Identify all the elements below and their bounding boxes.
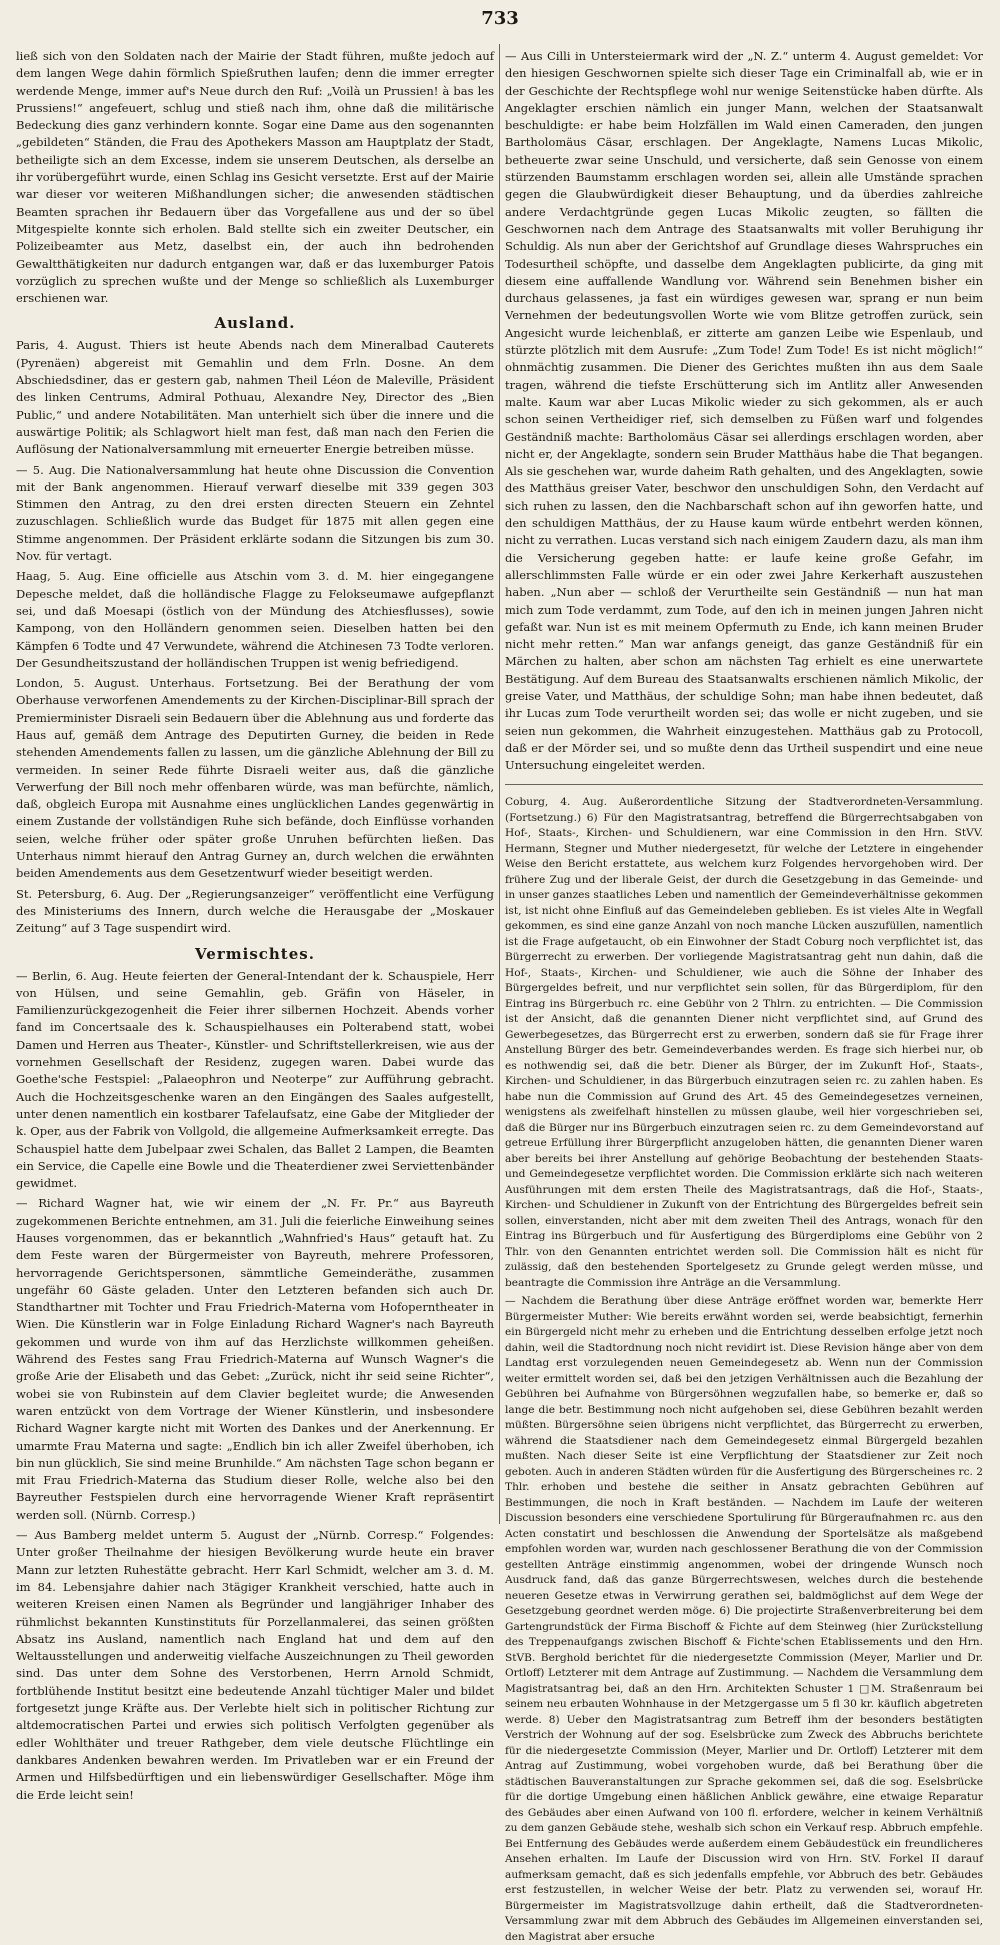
ausland-paris-2: — 5. Aug. Die Nationalversammlung hat heute ohne Discussion die Convention mit der Bank angenommen. Hierauf verwarf dieselbe mit 339 gegen 303 Stimmen den Antrag, zu den drei ersten directen Steuern ein Zehntel zuzuschlagen. Schließlich wurde das Budget für 1875 mit allen gegen eine Stimme angenommen. Der Präsident erklärte sodann die Sitzungen bis zum 30. Nov. für vertagt. bbox=[16, 462, 494, 564]
vermischtes-bamberg: — Aus Bamberg meldet unterm 5. August der „Nürnb. Corresp.“ Folgendes: Unter großer Theilnahme der hiesigen Bevölkerung wurde heute ein braver Mann zur letzten Ruhestätte gebracht. Herr Karl Schmidt, welcher am 3. d. M. im 84. Lebensjahre dahier nach 3tägiger Krankheit verschied, hatte auch in weiteren Kreisen einen Namen als Begründer und langjähriger Inhaber des rühmlichst bekannten Kunstinstituts für Porzellanmalerei, das seinen größten Absatz ins Ausland, namentlich nach England hat und dem auf den Weltausstellungen und anderweitig vielfache Auszeichnungen zu Theil geworden sind. Das unter dem Sohne des Verstorbenen, Herrn Arnold Schmidt, fortblühende Institut besitzt eine bedeutende Anzahl tüchtiger Maler und bildet fortgesetzt junge Kräfte aus. Der Verlebte hielt sich in politischer Richtung zur altdemocratischen Partei und erwies sich politisch Verfolgten gegenüber als edler Wohlthäter und treuer Rathgeber, dem viele deutsche Flüchtlinge ein dankbares Andenken bewahren werden. Im Privatleben war er ein Freund der Armen und Hilfsbedürftigen und ein liebenswürdiger Gesellschafter. Möge ihm die Erde leicht sein! bbox=[16, 1528, 494, 1802]
coburg-paragraph-1: Coburg, 4. Aug. Außerordentliche Sitzung der Stadtverordneten-Versammlung. (Fortsetzung.) 6) Für den Magistratsantrag, betreffend die Bürgerrechtsabgaben von Hof-, Staats-, Kirchen- und Schuldienern, war eine Commission in den Hrn. StVV. Hermann, Stegner und Muther niedergesetzt, für welche der Letztere in eingehender Weise den Bericht erstattete, aus welchem kurz Folgendes hervorgehoben wird. Der frühere Zug und der liberale Geist, der durch die Gesetzgebung in das Gemeinde- und in unser ganzes staatliches Leben und namentlich der Gemeindeverhältnisse gekommen ist, ist nicht ohne Einfluß auf das Gemeindeleben geblieben. Es ist vieles Alte in Wegfall gekommen, es sind eine ganze Anzahl von noch manche Lücken auszufüllen, namentlich ist die Frage aufgetaucht, ob ein Einwohner der Stadt Coburg noch verpflichtet ist, das Bürgerrecht zu erwerben. Der vorliegende Magistratsantrag geht nun dahin, daß die Hof-, Staats-, Kirchen- und Schuldiener, wie auch die Söhne der Inhaber des Bürgergeldes befreit, und nur verpflichtet sein sollen, für das Bürgerdiplom, für den Eintrag ins Bürgerbuch rc. eine Gebühr von 2 Thlrn. zu entrichten. — Die Commission ist der Ansicht, daß die genannten Diener nicht verpflichtet sind, auf Grund des Gewerbegesetzes, das Bürgerrecht erst zu erwerben, sondern daß sie für Frage ihrer Anstellung Bürger des betr. Gemeindeverbandes werden. Es frage sich hierbei nur, ob es nothwendig sei, daß die betr. Diener als Bürger, der im Zukunft Hof-, Staats-, Kirchen- und Schuldiener, in das Bürgerbuch einzutragen seien rc. zu zahlen haben. Es habe nun die Commission auf Grund des Art. 45 des Gemeindegesetzes verneinen, wenigstens als zweifelhaft hinstellen zu müssen glaube, weil hier vorgeschrieben sei, daß die Bürger nur ins Bürgerbuch einzutragen seien rc. zu dem Gemeindevorstand auf getreue Erfüllung ihrer Bürgerpflicht anzugeloben hätten, die genannten Diener waren aber bereits bei ihrer Anstellung auf gehörige Beobachtung der bestehenden Staats- und Gemeindegesetze verpflichtet worden. Die Commission erklärte sich nach weiteren Ausführungen mit dem ersten Theile des Magistratsantrags, daß die Hof-, Staats-, Kirchen- und Schuldiener in Zukunft von der Entrichtung des Bürgergeldes befreit sein sollen, einverstanden, nicht aber mit dem zweiten Theil des Antrags, wonach für den Eintrag ins Bürgerbuch und für Ausfertigung des Bürgerdiploms eine Gebühr von 2 Thlr. von den Genannten entrichtet werden soll. Die Commission hält es nicht für zulässig, daß den bestehenden Sportelgesetz zu Grunde gelegt werden müsse, und beantragte die Commission ihre Anträge an die Versammlung. bbox=[505, 796, 983, 1289]
left-column bbox=[16, 48, 494, 1802]
section-divider bbox=[505, 784, 983, 785]
intro-paragraph: ließ sich von den Soldaten nach der Mairie der Stadt führen, mußte jedoch auf dem langen Wege dahin förmlich Spießruthen laufen; denn die immer erregter werdende Menge, immer auf's Neue durch den Ruf: „Voilà un Prussien! à bas les Prussiens!“ angefeuert, schlug und stieß nach ihm, ohne daß die militärische Bedeckung dies ganz verhindern konnte. Sogar eine Dame aus den sogenannten „gebildeten“ Ständen, die Frau des Apothekers Masson am Hauptplatz der Stadt, betheiligte sich an dem Excesse, indem sie unserem Deutschen, als derselbe an ihr vorübergeführt wurde, einen Schlag ins Gesicht versetzte. Erst auf der Mairie war dieser vor weiteren Mißhandlungen sicher; die anwesenden städtischen Beamten sprachen ihr Bedauern über das Vorgefallene aus und der so übel Mitgespielte konnte sich erholen. Bald stellte sich ein zweiter Deutscher, ein Polizeibeamter aus Metz, daselbst ein, der auch ihn bedrohenden Gewaltthätigkeiten nur dadurch entgangen war, daß er das luxemburger Patois vorzüglich zu sprechen wußte und der Menge so schließlich als Luxemburger erschienen war. bbox=[16, 49, 494, 306]
vermischtes-berlin: — Berlin, 6. Aug. Heute feierten der General-Intendant der k. Schauspiele, Herr von Hülsen, und seine Gemahlin, geb. Gräfin von Häseler, in Familienzurückgezogenheit die Feier ihrer silbernen Hochzeit. Abends vorher fand im Concertsaale des k. Schauspielhauses ein Polterabend statt, wobei Damen und Herren aus Theater-, Künstler- und Schriftstellerkreisen, wie aus der vornehmen Gesellschaft der Residenz, zugegen waren. Dabei wurde das Goethe'sche Festspiel: „Palaeophron und Neoterpe“ zur Aufführung gebracht. Auch die Hochzeitsgeschenke waren an den Eingängen des Saales aufgestellt, unter denen namentlich ein kostbarer Tafelaufsatz, eine Gabe der Mitglieder der k. Oper, aus der Fabrik von Vollgold, die allgemeine Aufmerksamkeit erregte. Das Schauspiel hatte dem Jubelpaar zwei Schalen, das Ballet 2 Lampen, die Beamten ein Service, die Capelle eine Bowle und die Theaterdiener zwei Serviettenbänder gewidmet. bbox=[16, 968, 494, 1191]
coburg-paragraph-2: — Nachdem die Berathung über diese Anträge eröffnet worden war, bemerkte Herr Bürgermeister Muther: Wie bereits erwähnt worden sei, werde beabsichtigt, fernerhin ein Bürgergeld nicht mehr zu erheben und die Entrichtung desselben erfolge jetzt noch dahin, weil die Stadtordnung noch nicht revidirt ist. Diese Revision hänge aber von dem Landtag erst vorzulegenden neuen Gemeindegesetz ab. Wenn nun der Commission weiter ermittelt worden sei, daß bei den jetzigen Verhältnissen auch die Bezahlung der Gebühren bei Aufnahme von Bürgersöhnen wegzufallen habe, so bemerke er, daß so lange die betr. Bestimmung noch nicht aufgehoben sei, diese Gebühren bezahlt werden müßten. Bürgersöhne seien übrigens nicht verpflichtet, das Bürgerrecht zu erwerben, während die Staatsdiener nach dem Gemeindegesetz einmal Bürgergeld bezahlen mußten. Nach dieser Seite ist eine Verpflichtung der Staatsdiener zur Zeit noch geboten. Auch in anderen Städten würden für die Ausfertigung des Bürgerscheines rc. 2 Thlr. erhoben und bestehe die seither in Ansatz gebrachten Gebühren auf Bestimmungen, die noch in Kraft beständen. — Nachdem im Laufe der weiteren Discussion besonders eine verschiedene Sportulirung für Bürgeraufnahmen rc. aus den Acten constatirt und beschlossen die Anwendung der Sportelsätze als maßgebend empfohlen worden war, wurden nach geschlossener Berathung die von der Commission gestellten Anträge einstimmig angenommen, wobei der dringende Wunsch noch Ausdruck fand, daß das ganze Bürgerrechtswesen, welches durch die bestehende neueren Gesetze etwas in Verwirrung gerathen sei, baldmöglichst auf dem Wege der Gesetzgebung geordnet werden möge. 6) Die projectirte Straßenverbreiterung bei dem Gartengrundstück der Firma Bischoff & Fichte auf dem Steinweg (hier Zurückstellung des Treppenaufgangs zwischen Bischoff & Fichte'schen Etablissements und den Hrn. StVB. Berghold berichtet für die niedergesetzte Commission (Meyer, Marlier und Dr. Ortloff) Letzterer mit dem Antrage auf Zustimmung. — Nachdem die Versammlung dem Magistratsantrag bei, daß an den Hrn. Architekten Schuster 1 □M. Straßenraum bei seinem neu erbauten Wohnhause in der Metzgergasse um 5 fl 30 kr. käuflich abgetreten werde. 8) Ueber den Magistratsantrag zum Betreff ihm der besonders bestätigten Verstrich der Wohnung auf der sog. Eselsbrücke zum Zweck des Abbruchs berichtete für die niedergesetzte Commission (Meyer, Marlier und Dr. Ortloff) Letzterer mit dem Antrag auf Zustimmung, wobei vorgehoben wurde, daß bei Berathung über die städtischen Bauveranstaltungen zur Sprache gekommen sei, daß die sog. Eselsbrücke für die dortige Umgebung einen häßlichen Anblick gewähre, eine etwaige Reparatur des Gebäudes aber einen Aufwand von 100 fl. erfordere, welcher in keinem Verhältniß zu dem ganzen Gebäude stehe, weshalb sich schon ein Verkauf resp. Abbruch empfehle. Bei Entfernung des Gebäudes werde außerdem einem Gebäudestück ein freundlicheres Ansehen erhalten. Im Laufe der Discussion wird von Hrn. StV. Forkel II darauf aufmerksam gemacht, daß es sich jedenfalls empfehle, vor Abbruch des betr. Gebäudes erst festzustellen, in welcher Weise der betr. Platz zu verwenden sei, worauf Hr. Bürgermeister im Magistratsvollzuge dahin ertheilt, daß die Stadtverordneten-Versammlung zwar mit dem Abbruch des Gebäudes im Allgemeinen einverstanden sei, den Magistrat aber ersuche bbox=[505, 1295, 983, 1943]
right-column bbox=[505, 48, 983, 1943]
ausland-paris: Paris, 4. August. Thiers ist heute Abends nach dem Mineralbad Cauterets (Pyrenäen) abgereist mit Gemahlin und dem Frln. Dosne. An dem Abschiedsdiner, das er gestern gab, nahmen Theil Léon de Maleville, Präsident des linken Centrums, Admiral Pothuau, Alexandre Ney, Director des „Bien Public,“ und andere Notabilitäten. Man unterhielt sich über die innere und die auswärtige Politik; als Schlagwort hielt man fest, daß man nach den Ferien die Auflösung der Nationalversammlung mit erneuerter Energie betreiben müsse. bbox=[16, 338, 494, 457]
cilli-paragraph: — Aus Cilli in Untersteiermark wird der „N. Z.“ unterm 4. August gemeldet: Vor den hiesigen Geschwornen spielte sich dieser Tage ein Criminalfall ab, wie er in der Geschichte der Rechtspflege wohl nur wenige Seitenstücke haben dürfte. Als Angeklagter erschien nämlich ein junger Mann, welchen der Staatsanwalt beschuldigte: er habe beim Holzfällen im Wald einen Cameraden, den jungen Bartholomäus Cäsar, erschlagen. Der Angeklagte, Namens Lucas Mikolic, betheuerte zwar seine Unschuld, und versicherte, daß sein Genosse von einem stürzenden Baumstamm erschlagen worden sei, allein alle Umstände sprachen gegen die Glaubwürdigkeit dieser Behauptung, und da überdies zahlreiche andere Verdachtgründe gegen Lucas Mikolic zeugten, so fällten die Geschwornen nach dem Antrage des Staatsanwalts mit voller Beruhigung ihr Schuldig. Als nun aber der Gerichtshof auf Grundlage dieses Wahrspruches ein Todesurtheil schöpfte, und dasselbe dem Angeklagten publicirte, da ging mit diesem eine auffallende Wandlung vor. Während sein Benehmen bisher ein durchaus gelassenes, ja fast ein würdiges gewesen war, sprang er nun beim Vernehmen der bedeutungsvollen Worte wie vom Blitze getroffen zurück, sein Angesicht wurde leichenblaß, er zitterte am ganzen Leibe wie Espenlaub, und stürzte plötzlich mit dem Ausrufe: „Zum Tode! Zum Tode! Es ist nicht möglich!“ ohnmächtig zusammen. Die Diener des Gerichtes mußten ihn aus dem Saale tragen, während die tiefste Erschütterung sich im Antlitz aller Anwesenden malte. Kaum war aber Lucas Mikolic wieder zu sich gekommen, als er auch schon seinen Vertheidiger rief, sich demselben zu Füßen warf und folgendes Geständniß machte: Bartholomäus Cäsar sei allerdings erschlagen worden, aber nicht er, der Angeklagte, sondern sein Bruder Matthäus habe die That begangen. Als sie geschehen war, wurde daheim Rath gehalten, und des Angeklagten, sowie des Matthäus greiser Vater, beschwor den unschuldigen Sohn, den Verdacht auf sich ruhen zu lassen, den die Nachbarschaft schon auf ihn geworfen hatte, und den schuldigen Matthäus, der zu Hause kaum würde entbehrt werden können, nicht zu verrathen. Lucas verstand sich nach einigem Zaudern dazu, als man ihm die Versicherung gegeben hatte: er laufe keine große Gefahr, im allerschlimmsten Falle würde er ein oder zwei Jahre Kerkerhaft auszustehen haben. „Nun aber — schloß der Verurtheilte sein Geständniß — nun hat man mich zum Tode verdammt, zum Tode, auf den ich in meinen jungen Jahren nicht gefaßt war. Nun ist es mit meinem Opfermuth zu Ende, ich kann meinen Bruder nicht mehr retten.“ Man war anfangs geneigt, das ganze Geständniß für ein Märchen zu halten, aber schon am nächsten Tag erhielt es eine unerwartete Bestätigung. Auf dem Bureau des Staatsanwalts erschienen nämlich Mikolic, der greise Vater, und Matthäus, der schuldige Sohn; man habe ihnen bedeutet, daß ihr Lucas zum Tode verurtheilt worden sei; das wolle er nicht zugeben, und sie seien nun gekommen, die Wahrheit einzugestehen. Matthäus gab zu Protocoll, daß er der Mörder sei, und so mußte denn das Urtheil suspendirt und eine neue Untersuchung eingeleitet werden. bbox=[505, 49, 983, 773]
ausland-petersburg: St. Petersburg, 6. Aug. Der „Regierungsanzeiger“ veröffentlicht eine Verfügung des Ministeriums des Innern, durch welche die Herausgabe der „Moskauer Zeitung“ auf 3 Tage suspendirt wird. bbox=[16, 886, 494, 936]
coburg-section bbox=[505, 795, 983, 1945]
column-divider bbox=[499, 44, 500, 1524]
heading-vermischtes: Vermischtes. bbox=[195, 944, 315, 963]
ausland-haag: Haag, 5. Aug. Eine officielle aus Atschin vom 3. d. M. hier eingegangene Depesche meldet, daß die holländische Flagge zu Felokseumawe aufgepflanzt sei, und daß Moesapi (östlich von der Mündung des Atchiesflusses), sowie Kampong, von den Holländern genommen seien. Dieselben hatten bei den Kämpfen 6 Todte und 47 Verwundete, während die Atchinesen 73 Todte verloren. Der Gesundheitszustand der holländischen Truppen ist wenig befriedigend. bbox=[16, 569, 494, 670]
page-number: 733 bbox=[481, 8, 519, 29]
vermischtes-wagner: — Richard Wagner hat, wie wir einem der „N. Fr. Pr.“ aus Bayreuth zugekommenen Berichte entnehmen, am 31. Juli die feierliche Einweihung seines Hauses vorgenommen, das er bekanntlich „Wahnfried's Haus“ getauft hat. Zu dem Feste waren der Bürgermeister von Bayreuth, mehrere Professoren, hervorragende Gerichtspersonen, sämmtliche Gemeinderäthe, zusammen ungefähr 60 Gäste geladen. Unter den Letzteren befanden sich auch Dr. Standthartner mit Tochter und Frau Friedrich-Materna vom Hofoperntheater in Wien. Die Künstlerin war in Folge Einladung Richard Wagner's nach Bayreuth gekommen und wurde von ihm auf das Herzlichste willkommen geheißen. Während des Festes sang Frau Friedrich-Materna auf Wunsch Wagner's die große Arie der Elisabeth und das Gebet: „Zurück, nicht ihr seid seine Richter“, wobei sie von Rubinstein auf dem Clavier begleitet wurde; die Anwesenden waren entzückt von dem Vortrage der Wiener Künstlerin, und insbesondere Richard Wagner kargte nicht mit Worten des Dankes und der Anerkennung. Er umarmte Frau Materna und sagte: „Endlich bin ich aller Zweifel überhoben, ich bin nun glücklich, Sie sind meine Brunhilde.“ Am nächsten Tage schon begann er mit Frau Friedrich-Materna das Studium dieser Rolle, welche also bei den Bayreuther Festspielen durch eine hervorragende Wiener Kraft repräsentirt werden soll. (Nürnb. Corresp.) bbox=[16, 1196, 494, 1522]
heading-ausland: Ausland. bbox=[214, 314, 296, 333]
ausland-london: London, 5. August. Unterhaus. Fortsetzung. Bei der Berathung der vom Oberhause verworfenen Amendements zu der Kirchen-Disciplinar-Bill sprach der Premierminister Disraeli sein Bedauern über die Ablehnung aus und forderte das Haus auf, gemäß dem Antrage des Deputirten Gurney, die beiden in Rede stehenden Amendements fallen zu lassen, um die gänzliche Ablehnung der Bill zu vermeiden. In seiner Rede führte Disraeli weiter aus, daß die gänzliche Verwerfung der Bill noch mehr offenbaren würde, was man befürchte, nämlich, daß, obgleich Europa mit Ausnahme eines unglücklichen Landes gegenwärtig in einem Zustande der vollständigen Ruhe sich befände, doch Einflüsse vorhanden seien, welche früher oder später große Unruhen befürchten ließen. Das Unterhaus nimmt hierauf den Antrag Gurney an, durch welchen die erwähnten beiden Amendements aus dem Gesetzentwurf wieder beseitigt werden. bbox=[16, 676, 494, 881]
